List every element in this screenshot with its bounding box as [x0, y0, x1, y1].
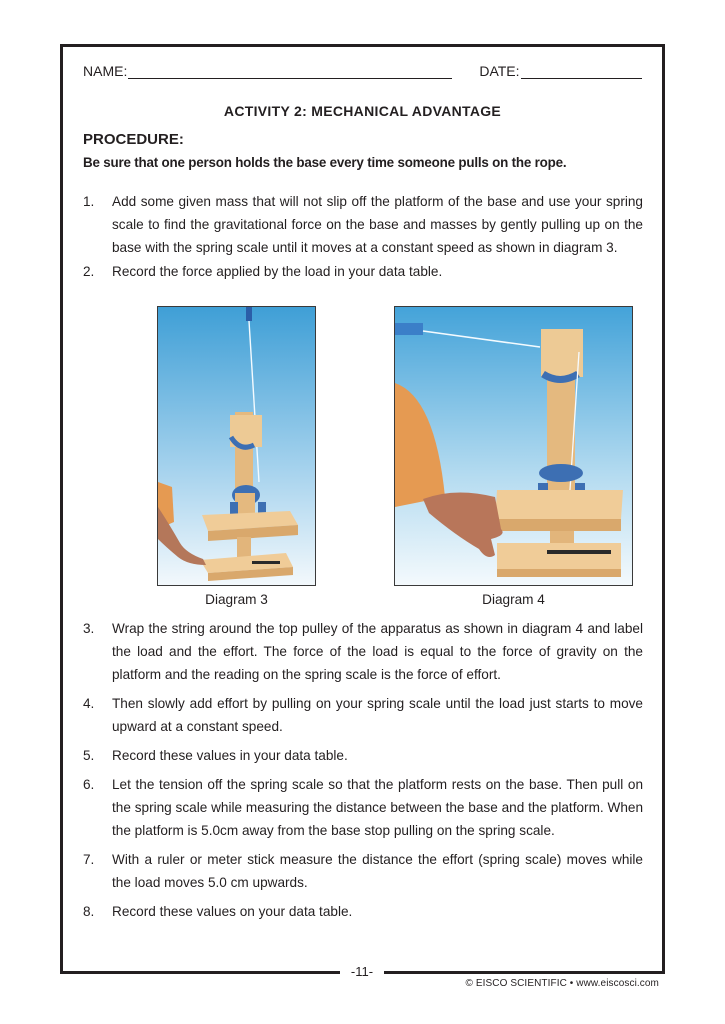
page-number: -11- — [340, 964, 384, 980]
step-number: 2. — [83, 264, 95, 279]
diagram-3-caption: Diagram 3 — [205, 592, 268, 607]
step-number: 7. — [83, 852, 95, 867]
step-text: Add some given mass that will not slip off the platform of the base and use your spring scale to find the gravitational force on the base and masses by gently pulling up on the base with the spring scale until it moves at a constant speed as shown in diagram 3. — [112, 194, 643, 255]
step-number: 1. — [83, 194, 95, 209]
step-1 — [83, 190, 643, 259]
date-label: DATE: — [479, 63, 520, 79]
footer-copyright: © EISCO SCIENTIFIC • www.eiscosci.com — [465, 978, 659, 989]
step-number: 8. — [83, 904, 95, 919]
step-text: Then slowly add effort by pulling on your spring scale until the load just starts to move upward at a constant speed. — [112, 696, 643, 734]
step-5 — [83, 744, 643, 767]
step-number: 4. — [83, 696, 95, 711]
safety-note: Be sure that one person holds the base every time someone pulls on the rope. — [83, 155, 567, 170]
procedure-heading: PROCEDURE: — [83, 131, 184, 148]
steps-list-bottom — [83, 617, 643, 929]
step-8 — [83, 900, 643, 923]
name-label: NAME: — [83, 63, 128, 79]
activity-title: ACTIVITY 2: MECHANICAL ADVANTAGE — [223, 103, 502, 119]
block-and-tackle-pulley-illustration — [395, 307, 633, 586]
step-2 — [83, 260, 643, 283]
step-text: Record the force applied by the load in your data table. — [112, 264, 443, 279]
step-text: With a ruler or meter stick measure the distance the effort (spring scale) moves while the load moves 5.0 cm upwards. — [112, 852, 643, 890]
header-row — [83, 63, 643, 79]
step-number: 3. — [83, 621, 95, 636]
step-text: Record these values on your data table. — [112, 904, 353, 919]
step-number: 6. — [83, 777, 95, 792]
name-line[interactable] — [128, 64, 452, 79]
step-text: Record these values in your data table. — [112, 748, 348, 763]
date-line[interactable] — [521, 64, 642, 79]
step-6 — [83, 773, 643, 842]
step-4 — [83, 692, 643, 738]
step-7 — [83, 848, 643, 894]
step-3 — [83, 617, 643, 686]
step-text: Let the tension off the spring scale so that the platform rests on the base. Then pull on the spring scale while measuring the distance between the base and the platform. When the platform is 5.0cm away from the base stop pulling on the spring scale. — [112, 777, 643, 838]
diagram-3-photo — [157, 306, 316, 586]
date-field — [479, 63, 641, 79]
diagram-4-photo — [394, 306, 633, 586]
diagram-4-caption: Diagram 4 — [482, 592, 545, 607]
name-field — [83, 63, 452, 79]
steps-list-top — [83, 190, 643, 289]
step-text: Wrap the string around the top pulley of the apparatus as shown in diagram 4 and label the load and the effort. The force of the load is equal to the force of gravity on the platform and the reading on the spring scale is the force of effort. — [112, 621, 643, 682]
step-number: 5. — [83, 748, 95, 763]
block-and-tackle-vertical-illustration — [158, 307, 316, 586]
